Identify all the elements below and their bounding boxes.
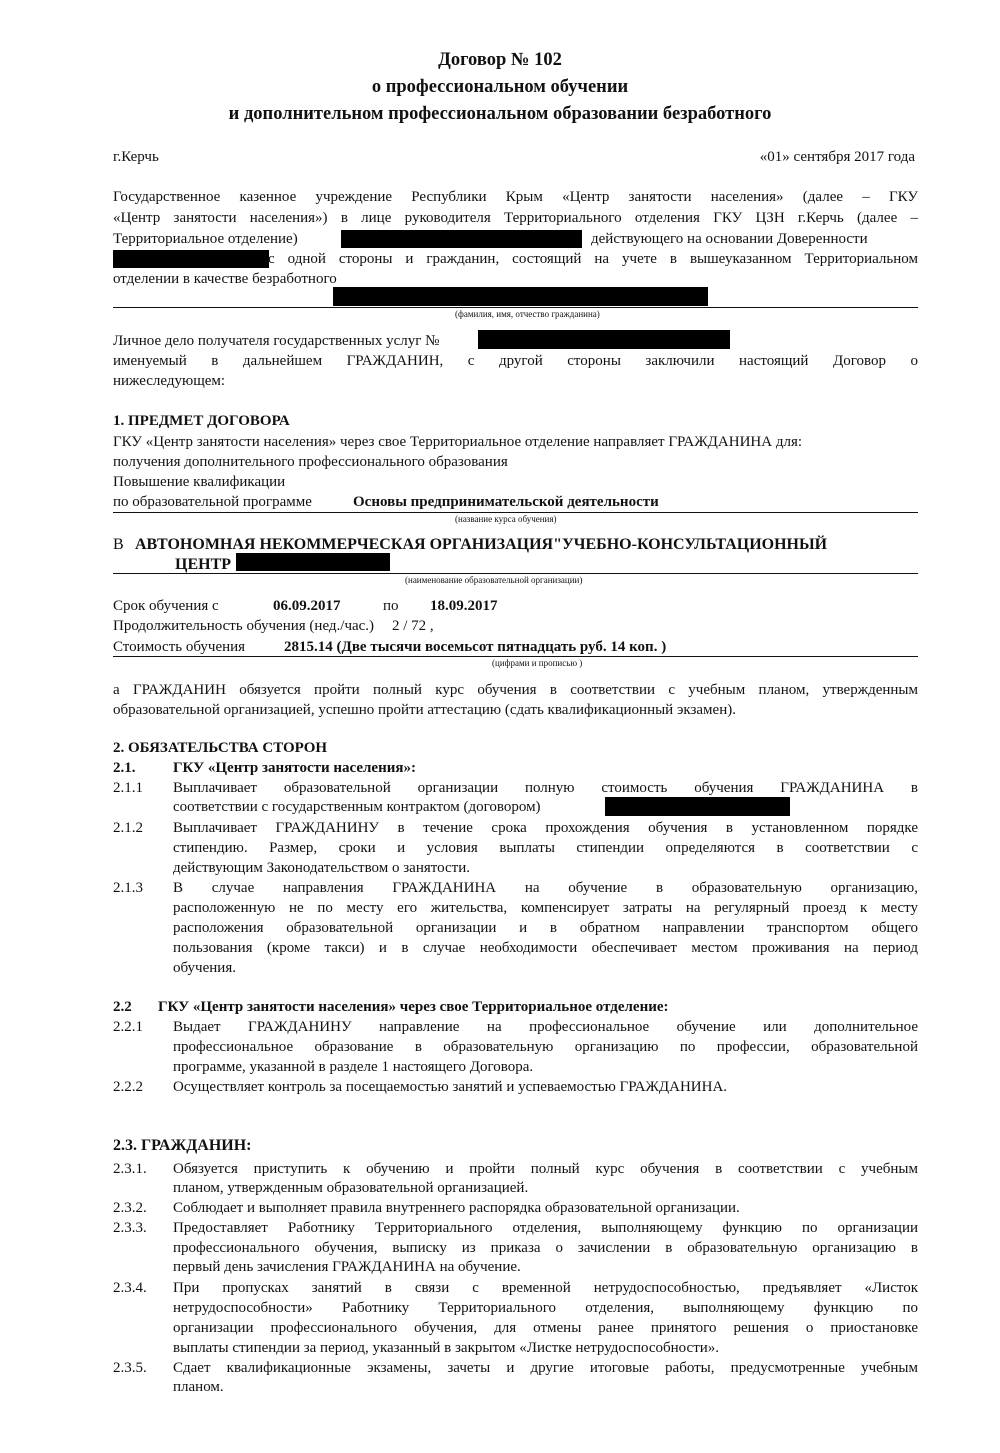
clause-number: 2.3.3. [113, 1220, 147, 1236]
clause-number: 2.1. [113, 760, 136, 776]
duration-label: Продолжительность обучения (нед./час.) [113, 618, 375, 634]
clause-text: В случае направления ГРАЖДАНИНА на обучение в образовательную организацию, [173, 880, 918, 896]
obligation-paragraph: а ГРАЖДАНИН обязуется пройти полный курс обучения в соответствии с учебным планом, утвержденным [113, 682, 918, 698]
clause-text: соответствии с государственным контрактом (договором) [173, 799, 541, 815]
intro-line: нижеследующем: [113, 373, 226, 389]
clause-number: 2.2 [113, 999, 132, 1015]
personal-file-label: Личное дело получателя государственных услуг № [113, 333, 440, 349]
section-1-line: Повышение квалификации [113, 474, 286, 490]
contract-date: «01» сентября 2017 года [759, 149, 915, 165]
intro-line: действующего на основании Доверенности [591, 231, 868, 247]
redacted-name [341, 230, 582, 248]
organization-name: АВТОНОМНАЯ НЕКОММЕРЧЕСКАЯ ОРГАНИЗАЦИЯ"УЧЕБНО-КОНСУЛЬТАЦИОННЫЙ [135, 536, 828, 553]
caption-course: (название курса обучения) [455, 514, 557, 524]
contract-subtitle-2: и дополнительном профессиональном образовании безработного [228, 104, 772, 124]
underline [113, 573, 918, 574]
clause-number: 2.1.3 [113, 880, 143, 896]
term-label: Срок обучения с [113, 598, 219, 614]
city: г.Керчь [113, 149, 159, 165]
redacted-organization [236, 553, 390, 571]
duration-value: 2 / 72 , [392, 618, 434, 634]
clause-text: обучения. [173, 960, 236, 976]
term-by: по [383, 598, 399, 614]
redacted-citizen-name [333, 287, 708, 306]
org-prefix: В [113, 536, 124, 553]
intro-line: «Центр занятости населения») в лице руководителя Территориального отделения ГКУ ЦЗН г.Керчь (далее – [113, 210, 918, 226]
program-label: по образовательной программе [113, 494, 312, 510]
clause-text: действующим Законодательством о занятости. [173, 860, 470, 876]
clause-text: первый день зачисления ГРАЖДАНИНА на обучение. [173, 1259, 521, 1275]
redacted-personal-file-number [478, 330, 730, 349]
term-from: 06.09.2017 [273, 598, 341, 614]
intro-line: Государственное казенное учреждение Республики Крым «Центр занятости населения» (далее – ГКУ [113, 189, 918, 205]
clause-number: 2.2.2 [113, 1079, 143, 1095]
clause-text: профессиональное образование в образовательную организацию по профессии, образовательной [173, 1039, 918, 1055]
clause-text: профессионального обучения, выписку из приказа о зачислении в образовательную организацию в [173, 1240, 918, 1256]
clause-text: Соблюдает и выполняет правила внутреннего распорядка образовательной организации. [173, 1200, 740, 1216]
clause-number: 2.2.1 [113, 1019, 143, 1035]
clause-text: Предоставляет Работнику Территориального отделения, выполняющему функцию по организации [173, 1220, 918, 1236]
caption-fio: (фамилия, имя, отчество гражданина) [455, 309, 600, 319]
section-1-heading: 1. ПРЕДМЕТ ДОГОВОРА [113, 413, 290, 429]
underline [113, 512, 918, 513]
cost-value: 2815.14 (Две тысячи восемьсот пятнадцать руб. 14 коп. ) [284, 639, 667, 655]
clause-number: 2.3.1. [113, 1161, 147, 1177]
clause-text: нетрудоспособности» Работнику Территориального отделения, выполняющему функцию по [173, 1300, 918, 1316]
term-to: 18.09.2017 [430, 598, 498, 614]
redacted-contract-number [605, 797, 790, 816]
subsection-title: ГКУ «Центр занятости населения»: [173, 760, 416, 776]
cost-label: Стоимость обучения [113, 639, 246, 655]
intro-line: именуемый в дальнейшем ГРАЖДАНИН, с другой стороны заключили настоящий Договор о [113, 353, 918, 369]
clause-number: 2.1.2 [113, 820, 143, 836]
clause-text: Осуществляет контроль за посещаемостью занятий и успеваемостью ГРАЖДАНИНА. [173, 1079, 728, 1095]
section-2-heading: 2. ОБЯЗАТЕЛЬСТВА СТОРОН [113, 740, 328, 756]
caption-organization: (наименование образовательной организации) [405, 575, 583, 585]
clause-text: Выдает ГРАЖДАНИНУ направление на профессиональное обучение или дополнительное [173, 1019, 918, 1035]
caption-cost: (цифрами и прописью ) [492, 658, 583, 668]
redacted-power-of-attorney [113, 250, 269, 268]
intro-line: с одной стороны и гражданин, состоящий на учете в вышеуказанном Территориальном [268, 251, 918, 267]
clause-number: 2.3.5. [113, 1360, 147, 1376]
clause-number: 2.3.2. [113, 1200, 147, 1216]
clause-text: Выплачивает образовательной организации полную стоимость обучения ГРАЖДАНИНА в [173, 780, 918, 796]
clause-text: расположения образовательной организации и в обратном направлении транспортом общего [173, 920, 918, 936]
clause-text: Выплачивает ГРАЖДАНИНУ в течение срока прохождения обучения в установленном порядке [173, 820, 918, 836]
clause-text: Обязуется приступить к обучению и пройти полный курс обучения в соответствии с учебным [173, 1161, 918, 1177]
intro-line: отделении в качестве безработного [113, 271, 337, 287]
clause-text: расположенную не по месту его жительства, компенсирует затраты на регулярный проезд к месту [173, 900, 918, 916]
underline [113, 307, 918, 308]
clause-text: планом, утвержденным образовательной организацией. [173, 1180, 529, 1196]
clause-text: выплаты стипендии за период, указанный в закрытом «Листке нетрудоспособности». [173, 1340, 720, 1356]
contract-subtitle-1: о профессиональном обучении [371, 77, 629, 97]
program-name: Основы предпринимательской деятельности [353, 494, 659, 510]
obligation-paragraph: образовательной организацией, успешно пройти аттестацию (сдать квалификационный экзамен). [113, 702, 736, 718]
clause-text: пользования (кроме такси) и в случае необходимости обеспечивает местом проживания на период [173, 940, 918, 956]
intro-line: Территориальное отделение) [113, 231, 298, 247]
section-1-line: ГКУ «Центр занятости населения» через свое Территориальное отделение направляет ГРАЖДАНИНА для: [113, 434, 803, 450]
section-1-line: получения дополнительного профессионального образования [113, 454, 508, 470]
organization-name-cont: ЦЕНТР [175, 556, 232, 573]
clause-text: стипендию. Размер, сроки и условия выплаты стипендии определяются в соответствии с [173, 840, 918, 856]
clause-text: Сдает квалификационные экзамены, зачеты и другие итоговые работы, предусмотренные учебным [173, 1360, 918, 1376]
subsection-title: ГКУ «Центр занятости населения» через свое Территориальное отделение: [158, 999, 669, 1015]
clause-number: 2.1.1 [113, 780, 143, 796]
clause-number: 2.3.4. [113, 1280, 147, 1296]
subsection-title: 2.3. ГРАЖДАНИН: [113, 1137, 252, 1154]
clause-text: организации профессионального обучения, для отмены ранее принятого решения о приостановке [173, 1320, 918, 1336]
contract-title: Договор № 102 [438, 50, 562, 70]
clause-text: программе, указанной в разделе 1 настоящего Договора. [173, 1059, 534, 1075]
underline [113, 656, 918, 657]
clause-text: При пропусках занятий в связи с временной нетрудоспособностью, предъявляет «Листок [173, 1280, 918, 1296]
clause-text: планом. [173, 1379, 224, 1395]
